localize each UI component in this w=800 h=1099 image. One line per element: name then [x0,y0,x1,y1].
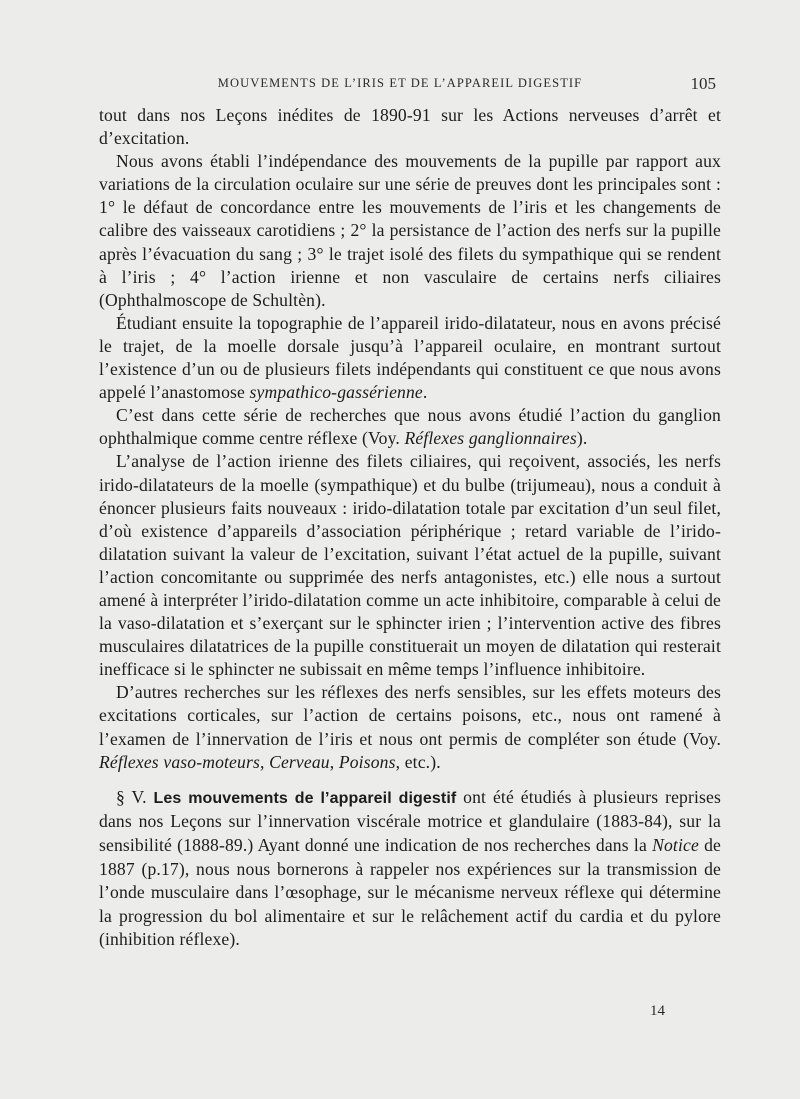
body-text [99,104,721,952]
paragraph-2-text: Nous avons établi l’indépendance des mouvements de la pupille par rapport aux variations de la circulation oculaire sur une série de preuves dont les principales sont : 1° le défaut de concordance entre les mouvements de l’iris et les changements de calibre des vaisseaux carotidiens ; 2° la persistance de l’action des nerfs sur la pupille après l’évacuation du sang ; 3° le trajet isolé des filets du sympathique qui se rendent à l’iris ; 4° l’action irienne et non vasculaire de certains nerfs ciliaires (Ophthalmoscope de Schultèn). [99,151,721,310]
paragraph-7-italic: Notice [652,834,699,855]
paragraph-4-text: C’est dans cette série de recherches que nous avons étudié l’action du ganglion ophthalmique comme centre réflexe (Voy. [99,405,721,449]
paragraph-pupil-independence [99,150,721,312]
paragraph-6-italic-cerveau: Cerveau [269,751,330,772]
signature-mark: 14 [650,1003,665,1019]
paragraph-irido-dilatator-topography [99,312,721,404]
paragraph-5-text: L’analyse de l’action irienne des filets ciliaires, qui reçoivent, associés, les nerfs irido-dilatateurs de la moelle (sympathique) et du bulbe (trijumeau), nous a conduit à énoncer plusieurs faits nouveaux : irido-dilatation totale par excitation d’un seul filet, d’où existence d’appareils d’association périphérique ; retard variable de l’irido-dilatation suivant la valeur de l’excitation, suivant l’état actuel de la pupille, suivant l’action concomitante ou supprimée des nerfs antagonistes, etc.) elle nous a surtout amené à interpréter l’irido-dilatation comme un acte inhibitoire, comparable à celui de la vaso-dilatation et s’exerçant sur le sphincter irien ; l’intervention active des fibres musculaires dilatatrices de la pupille constituerait un moyen de dilatation qui resterait inefficace si le sphincter ne subissait en même temps l’influence inhibitoire. [99,451,721,680]
running-title: MOUVEMENTS DE L’IRIS ET DE L’APPAREIL DIGESTIF [217,76,583,90]
paragraph-4-end: ). [576,428,588,449]
paragraph-3-text: Étudiant ensuite la topographie de l’appareil irido-dilatateur, nous en avons précisé le trajet, de la moelle dorsale jusqu’à l’appareil oculaire, en montrant surtout l’existence d’un ou de plusieurs filets indépendants qui constituent ce que nous avons appelé l’anastomose [99,312,721,403]
paragraph-section-v-digestive [99,786,721,952]
paragraph-other-research [99,681,721,773]
paragraph-6-separator-2: , [329,751,339,772]
paragraph-ciliary-filaments [99,450,721,681]
paragraph-ophthalmic-ganglion [99,404,721,450]
section-heading: Les mouvements de l’appareil digestif [153,789,457,807]
running-head [0,74,800,98]
paragraph-6-separator-1: , [259,751,270,772]
page-number: 105 [690,74,716,93]
paragraph-6-italic-poisons: Poisons [338,751,396,772]
paragraph-continuation [99,104,721,150]
paragraph-6-italic-reflexes: Réflexes vaso-moteurs [99,751,260,772]
paragraph-6-end: , etc.). [395,751,441,772]
paragraph-3-end: . [422,382,428,403]
paragraph-7-end: de 1887 (p.17), nous nous bornerons à rappeler nos expériences sur la transmission de l’onde musculaire dans l’œsophage, sur le mécanisme nerveux réflexe qui détermine la progression du bol alimentaire et sur le relâchement actif du cardia et du pylore (inhibition réflexe). [99,834,721,950]
paragraph-6-text: D’autres recherches sur les réflexes des nerfs sensibles, sur les effets moteurs des excitations corticales, sur l’action de certains poisons, etc., nous ont ramené à l’examen de l’innervation de l’iris et nous ont permis de compléter son étude (Voy. [99,682,721,749]
section-number: § V. [116,786,154,807]
paragraph-3-italic: sympathico-gassérienne [249,382,423,403]
paragraph-1-text: tout dans nos Leçons inédites de 1890-91 sur les Actions nerveuses d’arrêt et d’excitation. [99,105,721,149]
paragraph-4-italic: Réflexes ganglionnaires [404,428,577,449]
paragraph-7-text: ont été étudiés à plusieurs reprises dans nos Leçons sur l’innervation viscérale motrice et glandulaire (1883-84), sur la sensibilité (1888-89.) Ayant donné une indication de nos recherches dans la [99,786,721,855]
